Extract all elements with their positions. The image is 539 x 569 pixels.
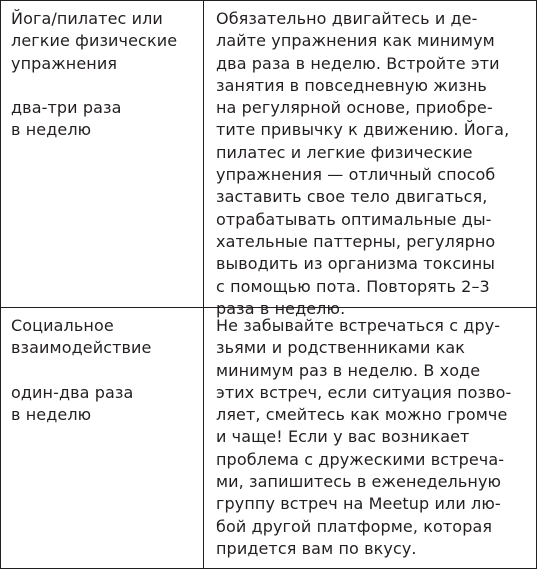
description-line: выводить из организма токсины: [216, 254, 496, 274]
activity-name-line: Йога/пилатес или: [11, 9, 163, 28]
description-line: ляет, смейтесь как можно громче: [216, 405, 508, 425]
description-line: зьями и родственниками как: [216, 338, 466, 358]
description-line: ми, запишитесь в еженедельную: [216, 472, 502, 492]
activity-name-line: взаимодействие: [11, 338, 152, 358]
description-cell: [204, 1, 536, 318]
description-line: с помощью пота. Повторять 2–3: [216, 276, 490, 296]
description-line: хательные паттерны, регулярно: [216, 231, 496, 251]
table-row-social: [0, 308, 537, 569]
description-line: придется вам по вкусу.: [216, 538, 417, 558]
frequency-line: в неделю: [11, 120, 92, 140]
description-line: лайте упражнения как минимум: [216, 31, 495, 51]
frequency-line: один-два раза: [11, 382, 134, 402]
activity-name-line: упражнения: [11, 53, 118, 73]
description-line: и чаще! Если у вас возникает: [216, 427, 470, 447]
description-line: упражнения — отличный способ: [216, 165, 496, 185]
description-line: занятия в повседневную жизнь: [216, 75, 487, 95]
spacer: [11, 360, 197, 382]
description-line: раза в неделю.: [216, 298, 346, 318]
activity-name-line: легкие физические: [11, 31, 178, 51]
description-line: бой другой платформе, которая: [216, 516, 493, 536]
description-line: на регулярной основе, приобре-: [216, 98, 493, 118]
description-line: проблема с дружескими встреча-: [216, 449, 505, 469]
description-line: Обязательно двигайтесь и де-: [216, 9, 478, 28]
description-line: минимум раз в неделю. В ходе: [216, 360, 481, 380]
frequency-line: в неделю: [11, 405, 92, 425]
spacer: [11, 75, 197, 97]
description-line: этих встреч, если ситуация позво-: [216, 382, 512, 402]
description-line: заставить свое тело двигаться,: [216, 187, 488, 207]
activity-cell: [1, 1, 204, 307]
frequency-line: два-три раза: [11, 98, 122, 118]
description-line: два раза в неделю. Встройте эти: [216, 53, 500, 73]
activity-name-line: Социальное: [11, 316, 114, 335]
activity-cell: [1, 308, 204, 568]
description-line: отрабатывать оптимальные ды-: [216, 209, 492, 229]
description-line: тите привычку к движению. Йога,: [216, 120, 510, 140]
description-line: Не забывайте встречаться с дру-: [216, 316, 501, 335]
description-line: пилатес и легкие физические: [216, 142, 473, 162]
description-line: группу встреч на Meetup или лю-: [216, 494, 501, 514]
description-cell: [204, 308, 536, 568]
